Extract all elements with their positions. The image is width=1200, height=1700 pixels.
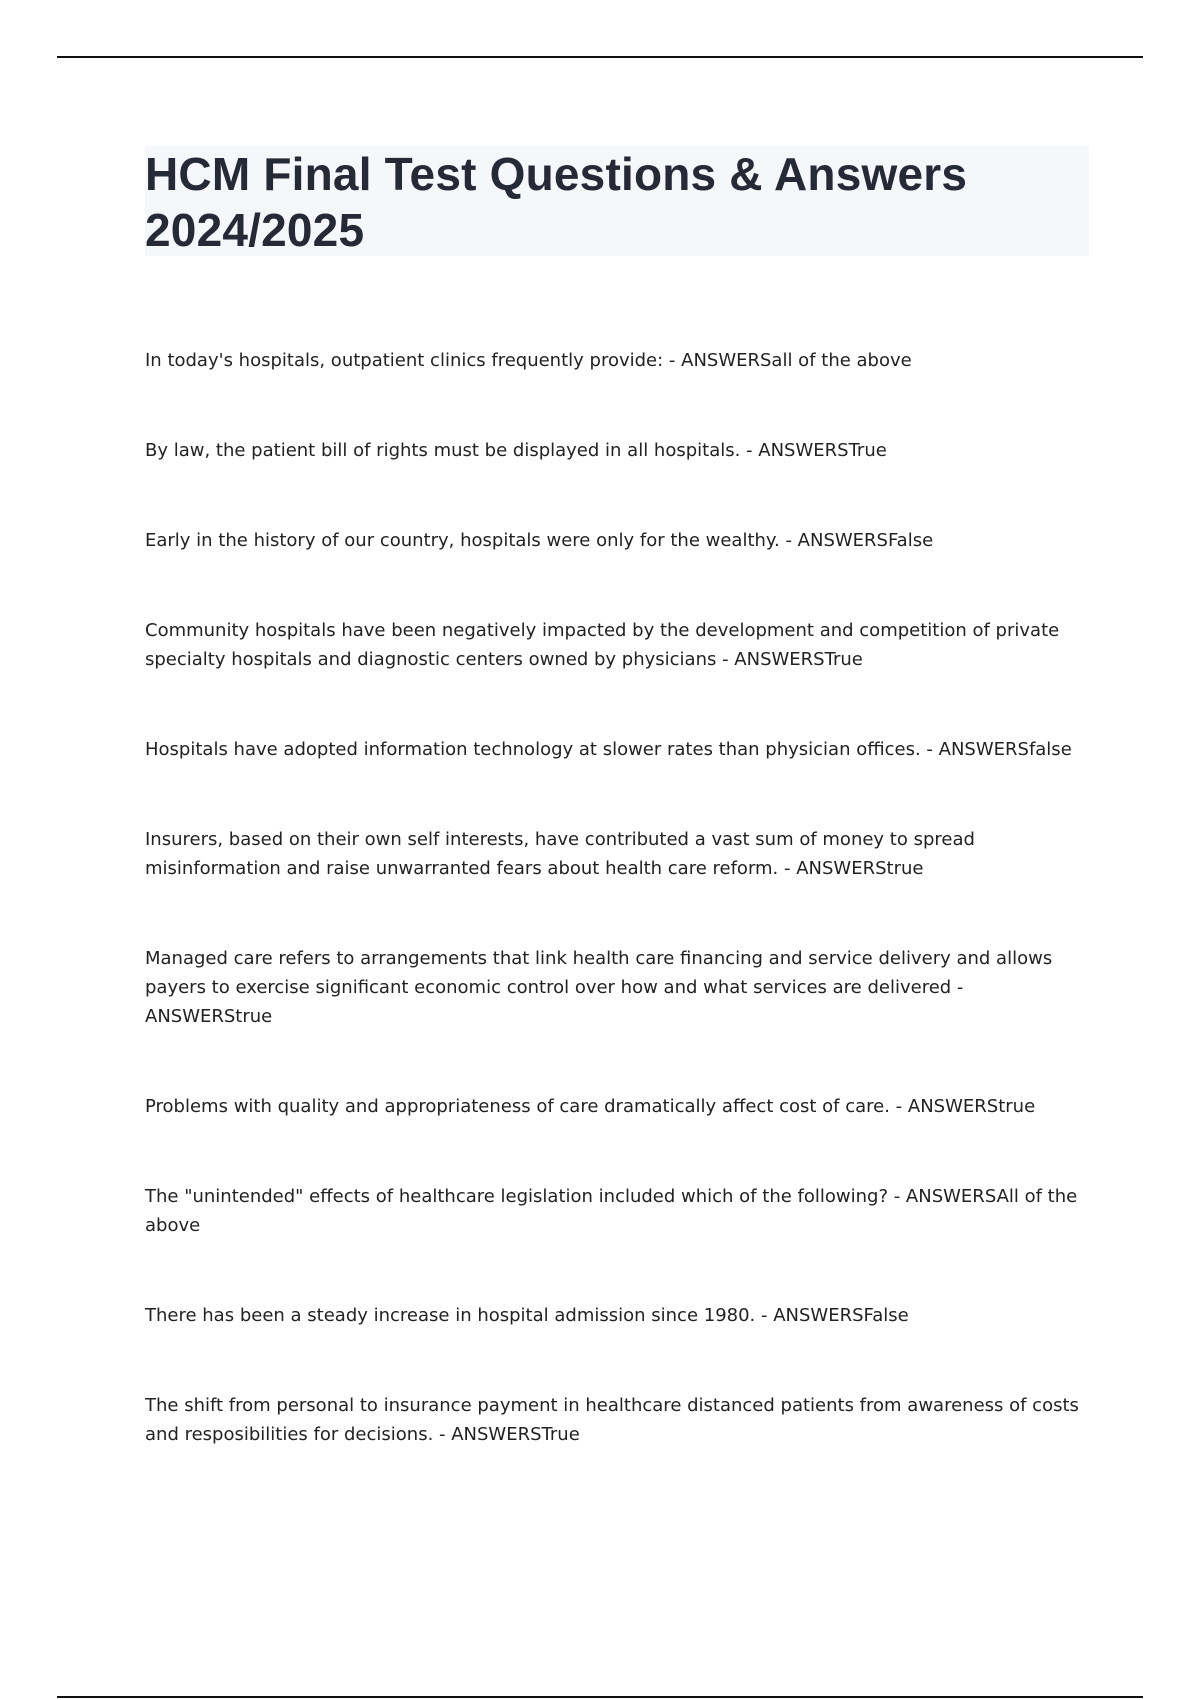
qa-item-8: Problems with quality and appropriateness of care dramatically affect cost of care. - ANSWERStrue [145,1096,1036,1117]
qa-item-10: There has been a steady increase in hospital admission since 1980. - ANSWERSFalse [145,1305,909,1326]
qa-item-7: Managed care refers to arrangements that link health care financing and service delivery and allows payers to exercise significant economic control over how and what services are delivered - ANSWERStrue [145,948,1053,1027]
qa-list [145,346,1089,1449]
qa-item-3: Early in the history of our country, hospitals were only for the wealthy. - ANSWERSFalse [145,530,934,551]
qa-item-4: Community hospitals have been negatively impacted by the development and competition of private specialty hospitals and diagnostic centers owned by physicians - ANSWERSTrue [145,620,1060,670]
document-title: HCM Final Test Questions & Answers 2024/2025 [145,148,968,256]
top-divider [57,56,1143,58]
bottom-divider [57,1696,1143,1698]
qa-item-5: Hospitals have adopted information technology at slower rates than physician offices. - ANSWERSfalse [145,739,1072,760]
qa-item-6: Insurers, based on their own self interests, have contributed a vast sum of money to spread misinformation and raise unwarranted fears about health care reform. - ANSWERStrue [145,829,975,879]
title-block [145,146,1089,256]
qa-item-9: The "unintended" effects of healthcare legislation included which of the following? - ANSWERSAll of the above [145,1186,1078,1236]
qa-item-1: In today's hospitals, outpatient clinics frequently provide: - ANSWERSall of the above [145,350,912,371]
qa-item-2: By law, the patient bill of rights must be displayed in all hospitals. - ANSWERSTrue [145,440,887,461]
qa-item-11: The shift from personal to insurance payment in healthcare distanced patients from awareness of costs and resposibilities for decisions. - ANSWERSTrue [145,1395,1079,1445]
